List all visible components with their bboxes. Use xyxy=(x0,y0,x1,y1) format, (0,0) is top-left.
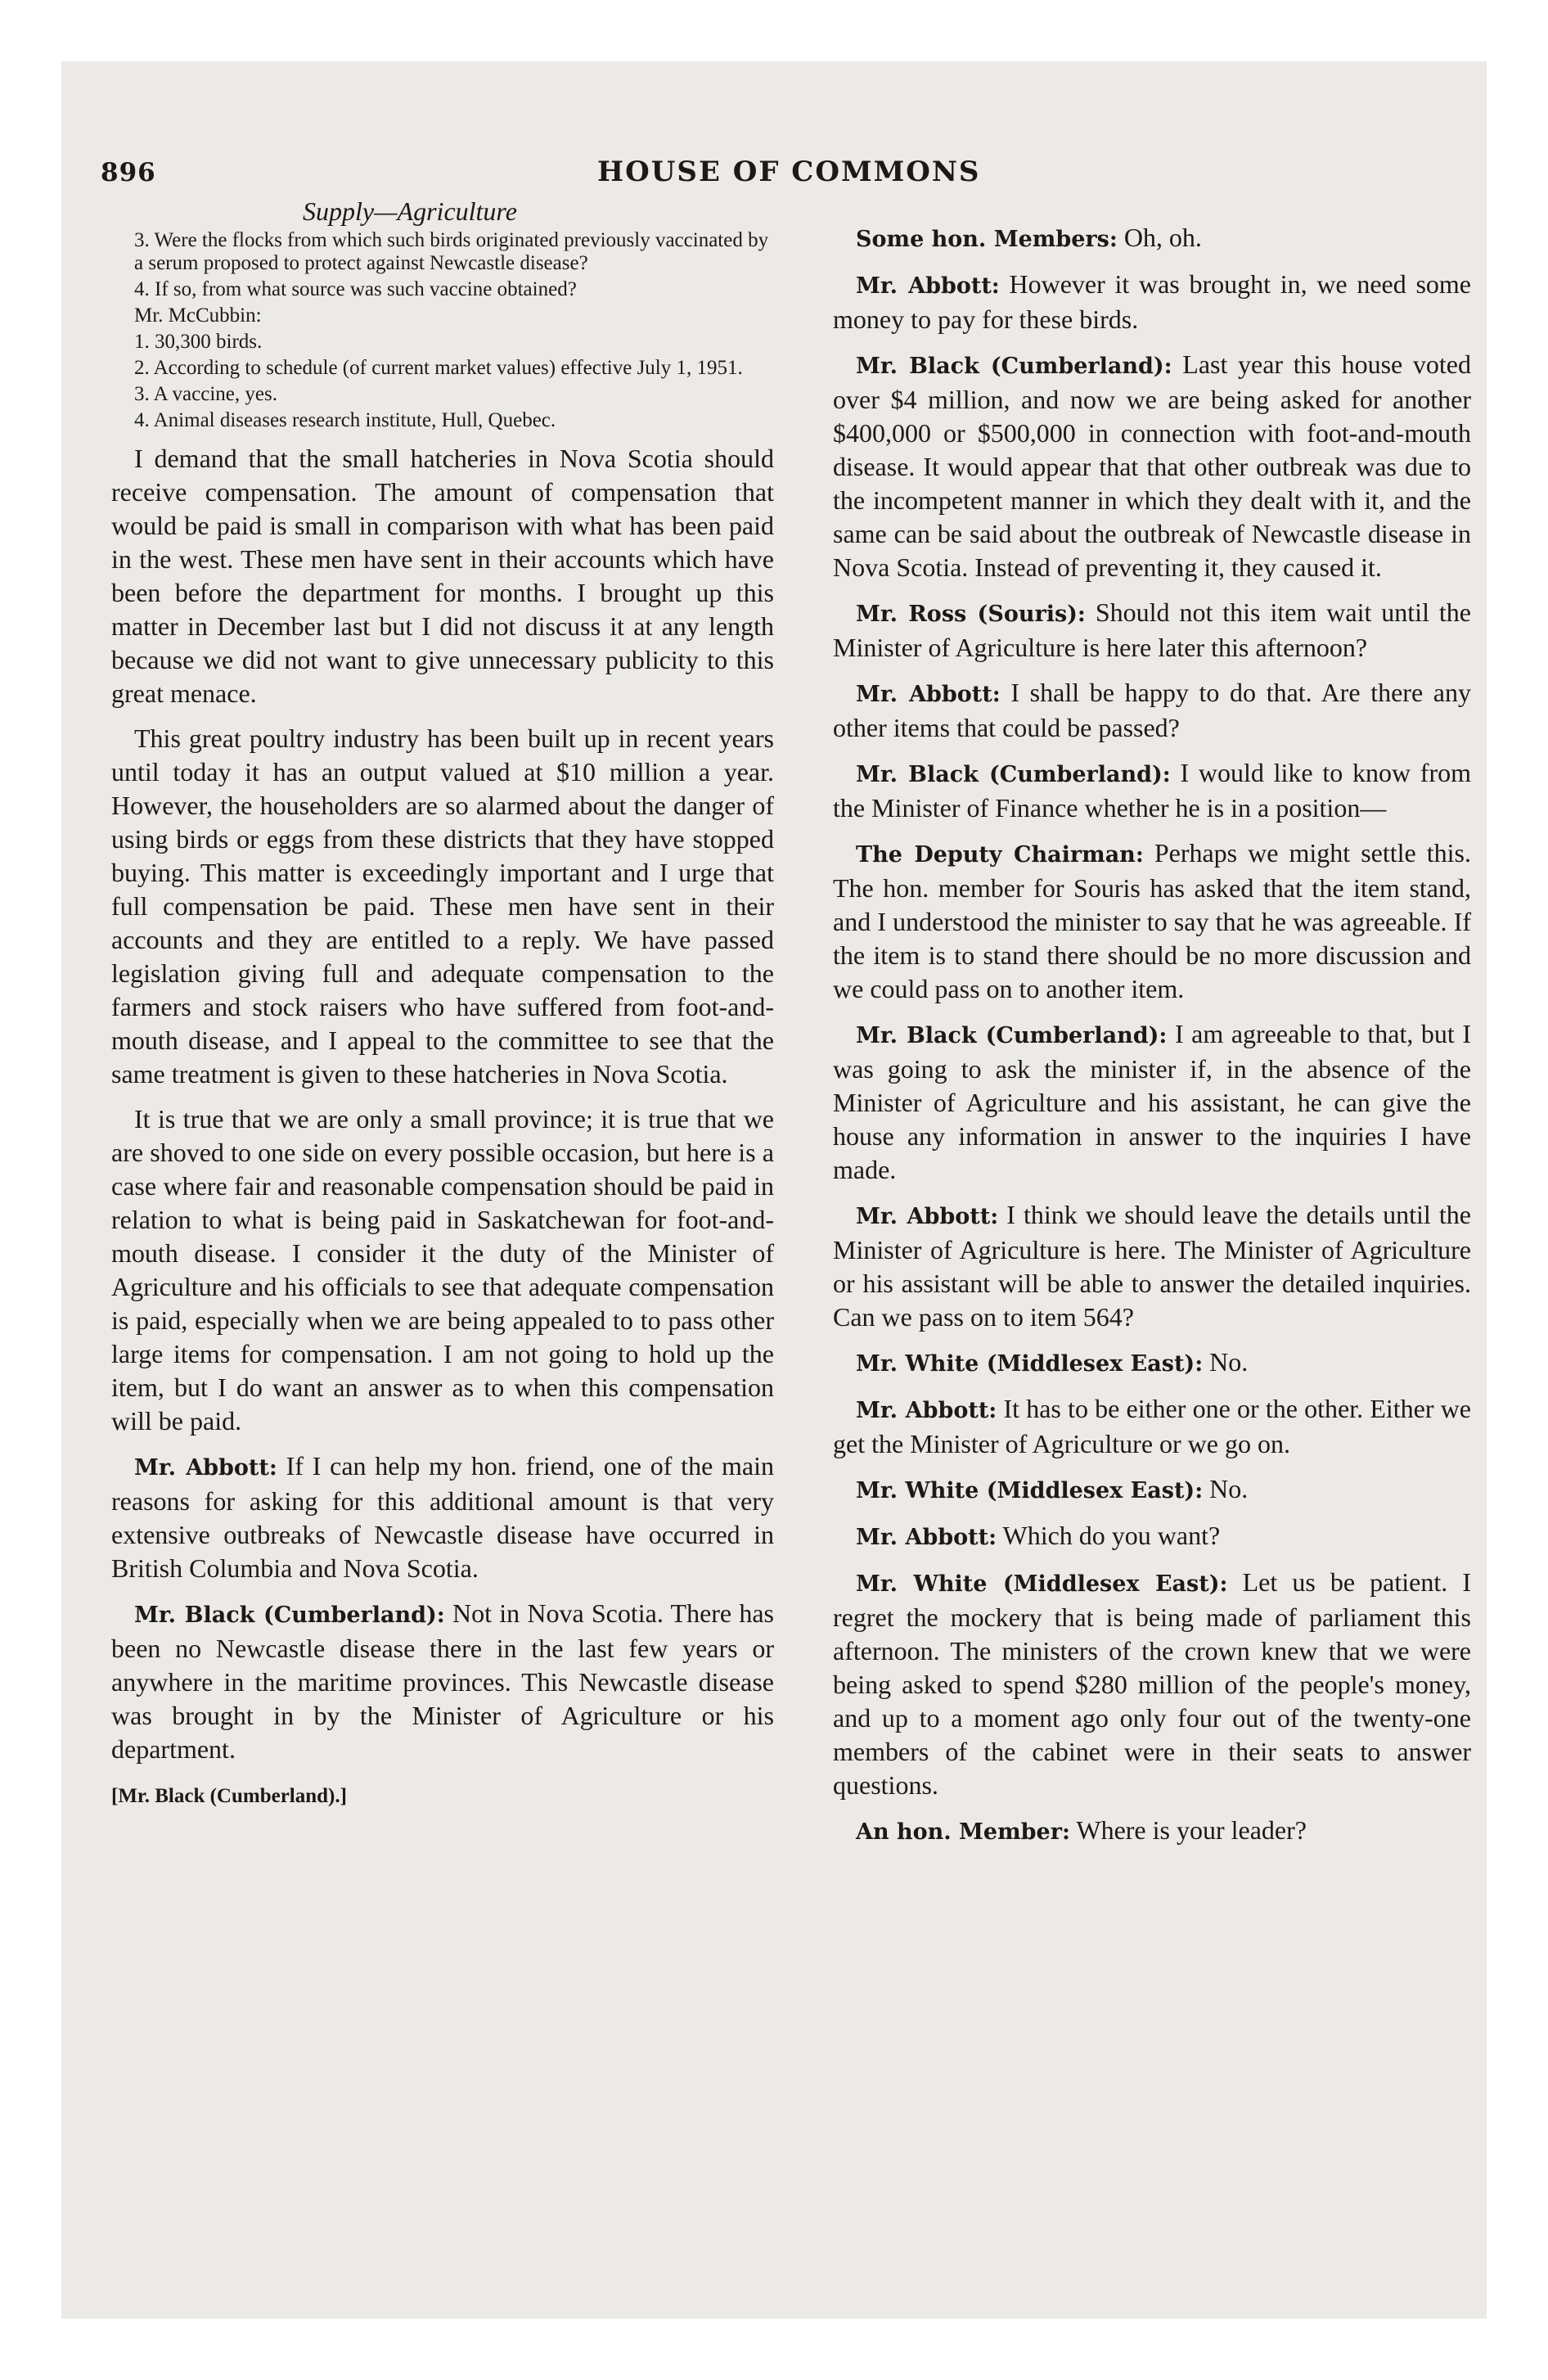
speaker-name: Mr. White (Middlesex East): xyxy=(856,1478,1204,1503)
speech xyxy=(111,1597,774,1766)
speech-text: No. xyxy=(1209,1474,1249,1503)
speech-text: Should not this item wait until the Minister of Agriculture is here later this afternoon? xyxy=(833,597,1471,662)
speech-text: Perhaps we might settle this. The hon. member for Souris has asked that the item stand, and I understood the minister to say that he was agreeable. If the item is to stand there should be no more discussion and we could pass on to another item. xyxy=(833,838,1471,1003)
speech-text: Let us be patient. I regret the mockery that is being made of parliament this afternoon. The ministers of the crown knew that we were being asked to spend $280 million of the people's money, and up to a moment ago only four out of the twenty-one members of the cabinet were in their seats to answer questions. xyxy=(833,1567,1472,1800)
speaker-name: Mr. White (Middlesex East): xyxy=(856,1351,1204,1377)
speaker-name: Mr. Abbott: xyxy=(856,1525,997,1550)
speaker-name: The Deputy Chairman: xyxy=(856,842,1144,868)
paragraph-3: It is true that we are only a small province; it is true that we are shoved to one side on every possible occasion, but here is a case where fair and reasonable compensation should be paid in relation to what is being paid in Saskatchewan for foot-and-mouth disease. I consider it the duty of the Minister of Agriculture and his officials to see that adequate compensation is paid, especially when we are being appealed to to pass other large items for compensation. I am not going to hold up the item, but I do want an answer as to when this compensation will be paid. xyxy=(111,1104,774,1436)
speech xyxy=(833,676,1471,745)
speaker-name: Mr. Black (Cumberland): xyxy=(134,1602,445,1628)
speech-text: I am agreeable to that, but I was going to ask the minister if, in the absence of the Minister of Agriculture and his assistant, he can give the house any information in answer to the inquiries I have made. xyxy=(833,1019,1472,1184)
speaker-name: Mr. Abbott: xyxy=(856,682,1001,707)
speech-text: If I can help my hon. friend, one of the main reasons for asking for this additional amount is that very extensive outbreaks of Newcastle disease have occurred in British Columbia and Nova Scotia. xyxy=(111,1451,775,1583)
speaker-name: Mr. Abbott: xyxy=(856,1398,997,1423)
speaker-name: Mr. White (Middlesex East): xyxy=(856,1571,1228,1597)
paragraph-1: I demand that the small hatcheries in Nova Scotia should receive compensation. The amount of compensation that would be paid is small in comparison with what has been paid in the west. These men have sent in their accounts which have been before the department for months. I brought up this matter in December last but I did not discuss it at any length because we did not want to give unnecessary publicity to this great menace. xyxy=(111,444,774,708)
answer-by: Mr. McCubbin: xyxy=(134,304,262,327)
speech xyxy=(833,1346,1471,1381)
speech xyxy=(833,596,1471,665)
speaker-name: Mr. Ross (Souris): xyxy=(856,602,1086,627)
speech-text: I would like to know from the Minister of Finance whether he is in a position— xyxy=(833,758,1471,823)
speech xyxy=(833,756,1471,825)
speech-text: Which do you want? xyxy=(1002,1521,1221,1550)
answer-3: 3. A vaccine, yes. xyxy=(134,383,277,405)
question-3: 3. Were the flocks from which such birds originated previously vaccinated by a serum proposed to protect against Newcastle disease? xyxy=(134,229,769,274)
speech xyxy=(833,1392,1471,1461)
speech-text: Oh, oh. xyxy=(1123,223,1202,252)
speaker-name: Mr. Black (Cumberland): xyxy=(856,762,1171,787)
answer-1: 1. 30,300 birds. xyxy=(134,331,263,353)
speech xyxy=(833,348,1471,584)
speech xyxy=(833,1566,1471,1802)
answer-4: 4. Animal diseases research institute, Hull, Quebec. xyxy=(134,409,556,431)
speech xyxy=(833,1814,1471,1849)
speech xyxy=(833,836,1471,1006)
speech-text: Where is your leader? xyxy=(1076,1815,1307,1845)
speech xyxy=(833,268,1471,336)
speaker-name: Mr. Abbott: xyxy=(856,273,1000,299)
speaker-name: An hon. Member: xyxy=(856,1819,1070,1845)
speaker-name: Mr. Black (Cumberland): xyxy=(856,354,1172,379)
speaker-name: Mr. Black (Cumberland): xyxy=(856,1023,1168,1048)
answer-2: 2. According to schedule (of current market values) effective July 1, 1951. xyxy=(134,357,743,379)
speech-text: No. xyxy=(1209,1347,1249,1377)
running-head: HOUSE OF COMMONS xyxy=(597,156,981,188)
speech xyxy=(833,1198,1471,1334)
paragraph-2: This great poultry industry has been built up in recent years until today it has an output valued at $10 million a year. However, the householders are so alarmed about the danger of using birds or eggs from these districts that they have stopped buying. This matter is exceedingly important and I urge that full compensation be paid. These men have sent in their accounts and they are entitled to a reply. We have passed legislation giving full and adequate compensation to the farmers and stock raisers who have suffered from foot-and-mouth disease, and I appeal to the committee to see that the same treatment is given to these hatcheries in Nova Scotia. xyxy=(111,723,774,1089)
speech xyxy=(833,221,1471,256)
speech-text: Last year this house voted over $4 million, and now we are being asked for another $400,000 or $500,000 in connection with foot-and-mouth disease. It would appear that that other outbreak was due to the incompetent manner in which they dealt with it, and the same can be said about the outbreak of Newcastle disease in Nova Scotia. Instead of preventing it, they caused it. xyxy=(833,349,1472,582)
speech-text: However it was brought in, we need some money to pay for these birds. xyxy=(833,269,1472,334)
speech-text: Not in Nova Scotia. There has been no Newcastle disease there in the last few years or anywhere in the maritime provinces. This Newcastle disease was brought in by the Minister of Agriculture or his department. xyxy=(111,1598,775,1764)
right-column xyxy=(833,221,1471,1860)
speech-text: I shall be happy to do that. Are there any other items that could be passed? xyxy=(833,678,1472,742)
speech xyxy=(111,1449,774,1585)
speaker-name: Mr. Abbott: xyxy=(134,1455,277,1481)
speech xyxy=(833,1519,1471,1554)
speech-text: I think we should leave the details until the Minister of Agriculture is here. The Minister of Agriculture or his assistant will be able to answer the detailed inquiries. Can we pass on to item 564? xyxy=(833,1200,1472,1332)
speaker-name: Mr. Abbott: xyxy=(856,1204,999,1229)
subheading: Supply—Agriculture xyxy=(303,196,517,226)
footer-speaker: [Mr. Black (Cumberland).] xyxy=(111,1785,347,1807)
left-column xyxy=(111,229,774,1813)
page-number: 896 xyxy=(101,158,156,187)
question-4: 4. If so, from what source was such vaccine obtained? xyxy=(134,278,577,300)
speaker-name: Some hon. Members: xyxy=(856,227,1118,252)
speech xyxy=(833,1017,1471,1187)
speech-text: It has to be either one or the other. Either we get the Minister of Agriculture or we go on. xyxy=(833,1394,1472,1458)
speech xyxy=(833,1472,1471,1508)
